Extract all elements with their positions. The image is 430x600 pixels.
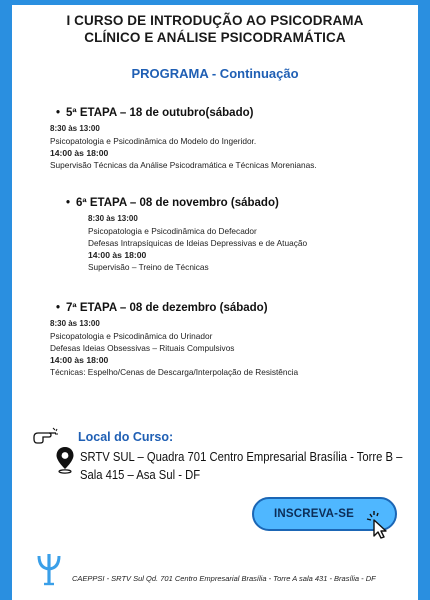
stage-heading-text: 6ª ETAPA – 08 de novembro (sábado) [76, 197, 279, 209]
location-label: Local do Curso: [78, 430, 174, 444]
address-line-1: SRTV SUL – Quadra 701 Centro Empresarial Brasília - Torre B – [80, 450, 403, 464]
program-subtitle: PROGRAMA - Continuação [131, 66, 299, 81]
afternoon-time: 14:00 às 18:00 [50, 355, 109, 365]
morning-topic: Psicopatologia e Psicodinâmica do Urinador [50, 331, 213, 341]
morning-topic: Psicopatologia e Psicodinâmica do Modelo do Ingeridor. [50, 136, 257, 146]
title-line-2: CLÍNICO E ANÁLISE PSICODRAMÁTICA [84, 30, 346, 45]
afternoon-time: 14:00 às 18:00 [88, 250, 147, 260]
location-address [80, 448, 430, 484]
bullet-icon: • [56, 302, 61, 314]
footer-address: CAEPPSI - SRTV Sul Qd. 701 Centro Empresarial Brasília - Torre A sala 431 - Brasília - DF [72, 574, 376, 583]
morning-topic: Psicopatologia e Psicodinâmica do Defecador [88, 226, 257, 236]
course-location [50, 430, 403, 484]
morning-time: 8:30 às 13:00 [50, 319, 100, 328]
stage-heading [50, 300, 410, 316]
morning-time: 8:30 às 13:00 [88, 214, 138, 223]
top-border [12, 0, 418, 5]
location-pin-icon [55, 446, 75, 474]
page-title [12, 12, 418, 46]
morning-topic: Defesas Intrapsíquicas de Ideias Depressivas e de Atuação [88, 238, 308, 248]
stage-6 [66, 195, 408, 273]
bullet-icon: • [66, 197, 71, 209]
stage-heading [50, 105, 410, 121]
stage-5 [50, 105, 410, 171]
stage-heading-text: 5ª ETAPA – 18 de outubro(sábado) [66, 107, 254, 119]
afternoon-topic: Supervisão – Treino de Técnicas [88, 262, 209, 272]
stage-7 [50, 300, 410, 378]
stage-heading [66, 195, 408, 211]
morning-topic: Defesas Ideias Obsessivas – Rituais Compulsivos [50, 343, 235, 353]
bullet-icon: • [56, 107, 61, 119]
afternoon-topic: Técnicas: Espelho/Cenas de Descarga/Interpolação de Resistência [50, 367, 299, 377]
afternoon-time: 14:00 às 18:00 [50, 148, 109, 158]
address-line-2: Sala 415 – Asa Sul - DF [80, 468, 201, 482]
left-border [0, 0, 12, 600]
title-line-1: I CURSO DE INTRODUÇÃO AO PSICODRAMA [66, 13, 364, 28]
subscribe-button-label: INSCREVA-SE [274, 508, 354, 520]
cursor-click-icon [362, 508, 390, 540]
psi-logo-icon [36, 552, 62, 586]
right-border [418, 0, 430, 600]
morning-time: 8:30 às 13:00 [50, 124, 100, 133]
stage-heading-text: 7ª ETAPA – 08 de dezembro (sábado) [66, 302, 268, 314]
afternoon-topic: Supervisão Técnicas da Análise Psicodramática e Técnicas Morenianas. [50, 160, 317, 170]
